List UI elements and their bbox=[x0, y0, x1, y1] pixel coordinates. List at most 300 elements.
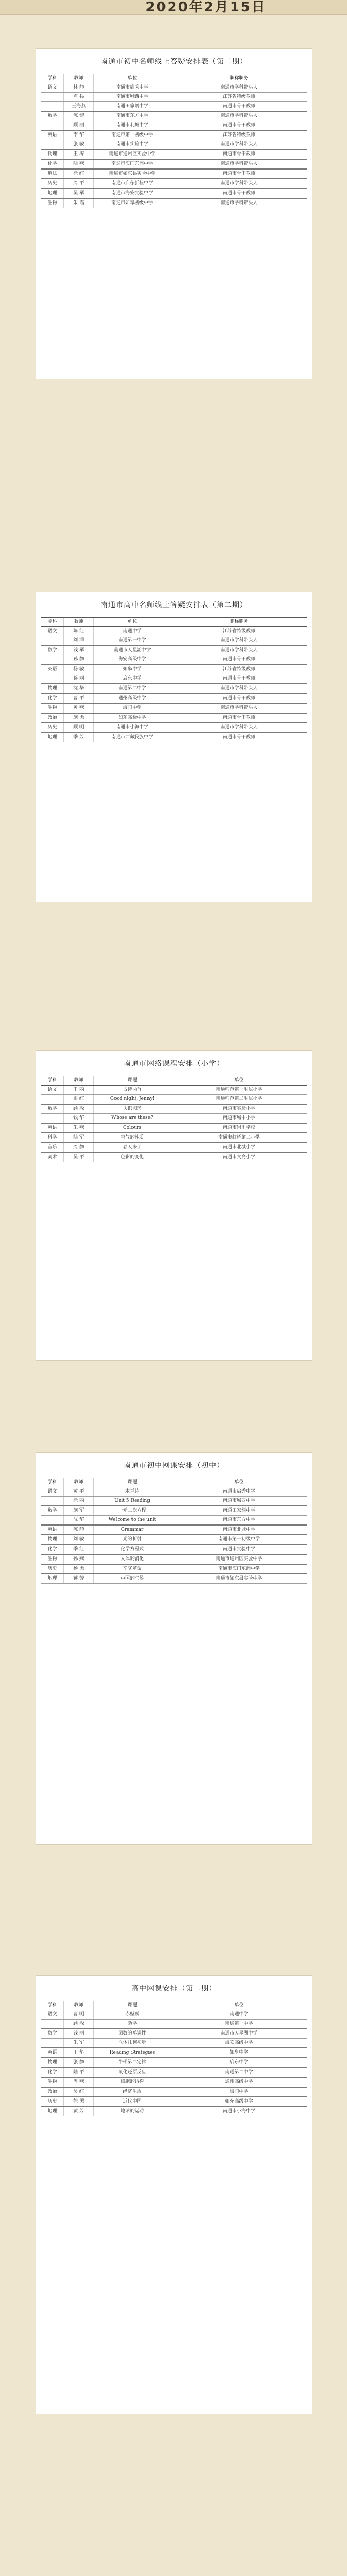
table-cell: 如皋中学 bbox=[94, 665, 171, 674]
table-cell: 陆 燕 bbox=[64, 160, 94, 168]
column-header: 课题 bbox=[94, 1076, 171, 1085]
table-cell: 化学 bbox=[41, 1545, 64, 1554]
table-row bbox=[41, 102, 307, 112]
table-row bbox=[41, 1095, 307, 1105]
table-cell: Grammar bbox=[94, 1526, 171, 1534]
table-cell: 周 平 bbox=[64, 179, 94, 188]
table-cell: 南通市学科带头人 bbox=[220, 705, 258, 710]
table-cell: 朱 霞 bbox=[64, 199, 94, 208]
table-row bbox=[41, 646, 307, 655]
table-cell bbox=[41, 1114, 64, 1123]
table-row bbox=[41, 2078, 307, 2088]
table-cell: Unit 5 Reading bbox=[94, 1497, 171, 1505]
table-row bbox=[41, 1574, 307, 1584]
table-cell: Colours bbox=[94, 1124, 171, 1132]
table-cell: 季 红 bbox=[64, 1545, 94, 1554]
table-cell: 南通第二中学 bbox=[94, 684, 171, 693]
table-cell: 吴 红 bbox=[64, 2088, 94, 2096]
table-cell: 物理 bbox=[41, 1535, 64, 1544]
column-header: 学科 bbox=[41, 618, 64, 626]
table-row bbox=[41, 1133, 307, 1143]
table-cell: 南通市实验中学 bbox=[222, 1547, 255, 1552]
table-cell: 南通市启秀中学 bbox=[222, 1489, 255, 1494]
table-cell: 张 静 bbox=[64, 2058, 94, 2067]
table-row bbox=[41, 1114, 307, 1124]
sheet-title: 南通市高中名师线上答疑安排表（第二期） bbox=[101, 601, 247, 609]
table-cell: 数学 bbox=[41, 2029, 64, 2038]
table-cell: 英语 bbox=[41, 665, 64, 674]
table-cell: 南通市城西中学 bbox=[222, 1498, 255, 1503]
table-row bbox=[41, 1153, 307, 1162]
table-cell: 周 静 bbox=[64, 1143, 94, 1152]
table-cell: 顾 敏 bbox=[64, 1105, 94, 1113]
table-cell: 南通第一中学 bbox=[94, 636, 171, 645]
top-banner bbox=[0, 0, 347, 15]
table-cell: 陆 平 bbox=[64, 2068, 94, 2077]
table-cell bbox=[41, 93, 64, 101]
table-cell: 近代中国 bbox=[94, 2097, 171, 2106]
table-cell: 南通市崇川学校 bbox=[222, 1125, 255, 1130]
table-cell: 南通市小海中学 bbox=[94, 723, 171, 732]
table-row bbox=[41, 1516, 307, 1526]
table-cell: 南通市西藏民族中学 bbox=[94, 733, 171, 742]
table-cell: 南通市骨干教师 bbox=[222, 104, 255, 109]
table-row bbox=[41, 150, 307, 160]
table-cell: 生物 bbox=[41, 2078, 64, 2087]
table-row bbox=[41, 655, 307, 665]
table-cell bbox=[41, 2020, 64, 2028]
column-header: 教师 bbox=[64, 74, 94, 83]
table-cell bbox=[41, 2039, 64, 2047]
table-cell: 空气的性质 bbox=[94, 1133, 171, 1142]
table-cell: 卢 兵 bbox=[64, 93, 94, 101]
table-cell: 南通田家炳中学 bbox=[94, 102, 171, 111]
table-cell: 历史 bbox=[41, 2097, 64, 2106]
table-cell: 政治 bbox=[41, 2088, 64, 2096]
table-row bbox=[41, 140, 307, 150]
table-cell: 英语 bbox=[41, 1124, 64, 1132]
banner-date: 2020年2月15日 bbox=[145, 0, 267, 15]
table-cell: 南通市骨干教师 bbox=[222, 715, 255, 720]
table-cell: 数学 bbox=[41, 1105, 64, 1113]
table-row bbox=[41, 674, 307, 684]
table-cell: 南通中学 bbox=[229, 2012, 249, 2017]
table-row bbox=[41, 636, 307, 646]
table-cell: 劝学 bbox=[94, 2020, 171, 2028]
column-header: 课题 bbox=[94, 1478, 171, 1487]
column-header: 单位 bbox=[94, 74, 171, 83]
table-cell: 氧化还原反应 bbox=[94, 2068, 171, 2077]
table-row bbox=[41, 170, 307, 179]
table-cell: 南通田家炳中学 bbox=[222, 1508, 255, 1513]
table-cell: 朱 军 bbox=[64, 2039, 94, 2047]
table-cell: 经济生活 bbox=[94, 2088, 171, 2096]
table-cell: 施 勇 bbox=[64, 714, 94, 722]
table-cell: 道法 bbox=[41, 170, 64, 178]
table-cell: 南通市海门东洲中学 bbox=[94, 160, 171, 168]
table-cell: 陈 静 bbox=[64, 1526, 94, 1534]
table-row bbox=[41, 1555, 307, 1565]
table-cell: 南通市城西中学 bbox=[94, 93, 171, 101]
table bbox=[41, 2001, 307, 2116]
table-row bbox=[41, 1497, 307, 1506]
table-cell: 如皋中学 bbox=[229, 2050, 249, 2055]
table-cell: 南通市骨干教师 bbox=[222, 676, 255, 681]
table-header bbox=[41, 1478, 307, 1487]
table-cell: 曹 平 bbox=[64, 694, 94, 703]
column-header: 教师 bbox=[64, 2001, 94, 2010]
table-cell: 中国的气候 bbox=[94, 1574, 171, 1583]
table-cell: 沈 华 bbox=[64, 1516, 94, 1524]
table-cell: 南通市如皋初级中学 bbox=[94, 199, 171, 208]
table-cell: 南通市通州区实验中学 bbox=[94, 150, 171, 159]
table-cell: 历史 bbox=[41, 723, 64, 732]
table-cell: 海安高级中学 bbox=[94, 655, 171, 664]
table-cell: 细胞的结构 bbox=[94, 2078, 171, 2087]
table-cell: 陈 红 bbox=[64, 627, 94, 636]
table-cell: 一元二次方程 bbox=[94, 1506, 171, 1515]
column-header: 学科 bbox=[41, 1478, 64, 1487]
column-header: 学科 bbox=[41, 2001, 64, 2010]
table-cell: 王 涛 bbox=[64, 150, 94, 159]
table-row bbox=[41, 199, 307, 208]
table-cell: 南通市北城中学 bbox=[222, 1527, 255, 1532]
table-cell: 刘 敏 bbox=[64, 1535, 94, 1544]
table-cell: 南通市天星湖中学 bbox=[94, 646, 171, 655]
table-cell: 语文 bbox=[41, 1086, 64, 1094]
table-cell: 南通市小海中学 bbox=[222, 2109, 255, 2114]
table-cell: 徐 红 bbox=[64, 170, 94, 178]
table-cell: 历史 bbox=[41, 1565, 64, 1573]
table-header bbox=[41, 617, 307, 627]
table-row bbox=[41, 93, 307, 102]
table-row bbox=[41, 1506, 307, 1516]
column-header: 职称职务 bbox=[229, 76, 249, 81]
sheet-title: 南通市初中名师线上答疑安排表（第二期） bbox=[101, 58, 247, 66]
table-cell: 海门中学 bbox=[94, 704, 171, 713]
table-row bbox=[41, 179, 307, 189]
table-cell: 陆 军 bbox=[64, 1133, 94, 1142]
table-cell: 孙 燕 bbox=[64, 1555, 94, 1564]
table-cell: 蒋 丽 bbox=[64, 674, 94, 683]
table-cell: 南通市海门东洲中学 bbox=[218, 1566, 260, 1571]
table-cell: 南通市骨干教师 bbox=[222, 123, 255, 128]
table-row bbox=[41, 714, 307, 723]
table-cell bbox=[41, 636, 64, 645]
table-cell: 光的折射 bbox=[94, 1535, 171, 1544]
table-cell: 立体几何初步 bbox=[94, 2039, 171, 2047]
table-cell bbox=[41, 140, 64, 149]
table-cell: 语文 bbox=[41, 1487, 64, 1496]
table-cell: Welcome to the unit bbox=[94, 1516, 171, 1524]
table-cell: 如东高级中学 bbox=[94, 714, 171, 722]
column-header: 教师 bbox=[64, 618, 94, 626]
table-cell: 地理 bbox=[41, 2107, 64, 2116]
table-row bbox=[41, 627, 307, 636]
table-cell: 语文 bbox=[41, 627, 64, 636]
sheet-5 bbox=[36, 1976, 312, 2414]
table-cell: 化学方程式 bbox=[94, 1545, 171, 1554]
table-cell: 徐 丽 bbox=[64, 1497, 94, 1505]
table-row bbox=[41, 733, 307, 742]
table-cell: 南通市通州区实验中学 bbox=[216, 1556, 262, 1562]
table-row bbox=[41, 83, 307, 93]
table-cell: 化学 bbox=[41, 160, 64, 168]
column-header: 教师 bbox=[64, 1076, 94, 1085]
table bbox=[41, 617, 307, 742]
table bbox=[41, 1478, 307, 1584]
table-cell: 南通市学科带头人 bbox=[220, 725, 258, 730]
table-row bbox=[41, 160, 307, 170]
table-cell: 江苏省特级教师 bbox=[222, 132, 255, 138]
table-cell: 南通市骨干教师 bbox=[222, 191, 255, 196]
table-cell: 南通市第一初级中学 bbox=[218, 1537, 260, 1542]
table-cell: 孙 静 bbox=[64, 655, 94, 664]
table-cell: 南通市学科带头人 bbox=[220, 142, 258, 147]
table-cell: 化学 bbox=[41, 2068, 64, 2077]
column-header: 职称职务 bbox=[229, 619, 249, 624]
table-cell: 王 华 bbox=[64, 2048, 94, 2057]
table-cell: 物理 bbox=[41, 2058, 64, 2067]
table-cell: 英语 bbox=[41, 2048, 64, 2057]
table-cell: 音乐 bbox=[41, 1143, 64, 1152]
table-cell: 语文 bbox=[41, 83, 64, 92]
table-row bbox=[41, 1535, 307, 1545]
sheet-2 bbox=[36, 592, 312, 902]
table-cell: 海安高级中学 bbox=[225, 2040, 253, 2045]
table-cell: 南通市实验中学 bbox=[94, 140, 171, 149]
table-cell: 生物 bbox=[41, 199, 64, 208]
table-row bbox=[41, 1124, 307, 1133]
table-row bbox=[41, 1086, 307, 1095]
table-cell: 南通市骨干教师 bbox=[222, 151, 255, 157]
table-row bbox=[41, 2029, 307, 2039]
table-row bbox=[41, 704, 307, 714]
column-header: 课题 bbox=[94, 2001, 171, 2010]
table-cell: 历史 bbox=[41, 179, 64, 188]
table-row bbox=[41, 189, 307, 199]
table-cell: 南通市骨干教师 bbox=[222, 735, 255, 740]
table-row bbox=[41, 2068, 307, 2078]
table-cell bbox=[41, 674, 64, 683]
table-row bbox=[41, 2010, 307, 2020]
table-cell: 南通市实验小学 bbox=[222, 1106, 255, 1111]
table-row bbox=[41, 1105, 307, 1114]
table-row bbox=[41, 1526, 307, 1535]
table-cell: 数学 bbox=[41, 1506, 64, 1515]
table-cell: 季 芳 bbox=[64, 733, 94, 742]
column-header: 单位 bbox=[94, 618, 171, 626]
table-cell: 如东高级中学 bbox=[225, 2099, 253, 2104]
table-cell: 物理 bbox=[41, 684, 64, 693]
table-cell: 地理 bbox=[41, 733, 64, 742]
table-cell: 顾 明 bbox=[64, 723, 94, 732]
table-cell: 南通市如东县实验中学 bbox=[94, 170, 171, 178]
table-header bbox=[41, 1076, 307, 1086]
table-cell: 数学 bbox=[41, 646, 64, 655]
table-cell: 周 燕 bbox=[64, 2078, 94, 2087]
table-cell: 人体的消化 bbox=[94, 1555, 171, 1564]
table-cell bbox=[41, 655, 64, 664]
table-cell: 南通市海安实验中学 bbox=[94, 189, 171, 198]
table-cell: 启东中学 bbox=[229, 2060, 249, 2065]
table-cell: 杨 敏 bbox=[64, 665, 94, 674]
column-header: 单位 bbox=[234, 1078, 244, 1083]
table-cell: 王海燕 bbox=[64, 102, 94, 111]
sheet-title: 南通市初中网课安排（初中） bbox=[124, 1462, 224, 1470]
table-row bbox=[41, 1143, 307, 1153]
table-cell: 函数的单调性 bbox=[94, 2029, 171, 2038]
table-cell: 陈 健 bbox=[64, 112, 94, 121]
table-cell: 化学 bbox=[41, 694, 64, 703]
table-cell: 牛顿第二定律 bbox=[94, 2058, 171, 2067]
table-cell: 南通市第一初级中学 bbox=[94, 131, 171, 140]
table-cell: 沈 华 bbox=[64, 684, 94, 693]
table-row bbox=[41, 112, 307, 121]
column-header: 学科 bbox=[41, 1076, 64, 1085]
table-cell: 南通市学科带头人 bbox=[220, 686, 258, 691]
table-row bbox=[41, 121, 307, 131]
table-row bbox=[41, 665, 307, 674]
table-cell: 李 华 bbox=[64, 131, 94, 140]
table bbox=[41, 74, 307, 208]
table-row bbox=[41, 723, 307, 733]
table-cell: 江苏省特级教师 bbox=[222, 94, 255, 99]
table-cell: 南通市东方中学 bbox=[222, 1517, 255, 1522]
table-row bbox=[41, 1565, 307, 1574]
table-header bbox=[41, 2001, 307, 2010]
table-cell: 春天来了 bbox=[94, 1143, 171, 1152]
table-cell: 顾 丽 bbox=[64, 121, 94, 130]
table-cell bbox=[41, 1516, 64, 1524]
sheet-title: 南通市网络课程安排（小学） bbox=[124, 1060, 224, 1068]
table-cell: 地球的运动 bbox=[94, 2107, 171, 2116]
table-cell: 南通第二中学 bbox=[225, 2070, 253, 2075]
table-cell: 南通市学科带头人 bbox=[220, 85, 258, 90]
table-cell: 南通市骨干教师 bbox=[222, 171, 255, 176]
table-cell: 南通师范第一附属小学 bbox=[216, 1087, 262, 1092]
table-cell: 顾 敏 bbox=[64, 2020, 94, 2028]
table-cell: Good night, Jenny! bbox=[94, 1095, 171, 1104]
table-cell: 王 丽 bbox=[64, 1086, 94, 1094]
table-cell: 蒋 芳 bbox=[64, 1574, 94, 1583]
column-header: 学科 bbox=[41, 74, 64, 83]
table-row bbox=[41, 1487, 307, 1497]
table-cell: Whose are these? bbox=[94, 1114, 171, 1123]
table-cell: 科学 bbox=[41, 1133, 64, 1142]
table-row bbox=[41, 694, 307, 704]
table-cell: 黄 燕 bbox=[64, 704, 94, 713]
table-row bbox=[41, 2088, 307, 2097]
table-row bbox=[41, 2048, 307, 2058]
sheet-1 bbox=[36, 49, 312, 379]
table-cell: 江苏省特级教师 bbox=[222, 629, 255, 634]
table-row bbox=[41, 2097, 307, 2107]
table-cell: 色彩的变化 bbox=[94, 1153, 171, 1162]
table-cell: 认识图形 bbox=[94, 1105, 171, 1113]
column-header: 单位 bbox=[234, 2003, 244, 2008]
table-cell: 杨 勇 bbox=[64, 1565, 94, 1573]
table-cell: 钱 丽 bbox=[64, 2029, 94, 2038]
table-cell: 启东中学 bbox=[94, 674, 171, 683]
table-cell: 南通中学 bbox=[94, 627, 171, 636]
table-cell: Reading Strategies bbox=[94, 2048, 171, 2057]
table-cell: 辛亥革命 bbox=[94, 1565, 171, 1573]
table-cell: 海门中学 bbox=[229, 2089, 249, 2094]
table-cell: 英语 bbox=[41, 1526, 64, 1534]
table-cell: 朱 燕 bbox=[64, 1124, 94, 1132]
table-row bbox=[41, 2058, 307, 2068]
table-cell: 南通市学科带头人 bbox=[220, 638, 258, 643]
table-cell: 南通市天星湖中学 bbox=[220, 2031, 258, 2036]
table-cell: 南通市骨干教师 bbox=[222, 696, 255, 701]
table-cell: 南通第一中学 bbox=[225, 2021, 253, 2026]
table-cell: 南通市北城中学 bbox=[94, 121, 171, 130]
table-cell bbox=[41, 102, 64, 111]
table-cell: 钱 军 bbox=[64, 646, 94, 655]
table-cell: 林 静 bbox=[64, 83, 94, 92]
table-cell: 南通市文亮小学 bbox=[222, 1155, 255, 1160]
table-cell: 南通市学科带头人 bbox=[220, 113, 258, 118]
table-cell: 南通市学科带头人 bbox=[220, 648, 258, 653]
table-cell: 古诗两首 bbox=[94, 1086, 171, 1094]
table-cell: 数学 bbox=[41, 112, 64, 121]
table-cell: 江苏省特级教师 bbox=[222, 667, 255, 672]
table-cell: 南通市学科带头人 bbox=[220, 161, 258, 166]
table-cell: 政治 bbox=[41, 714, 64, 722]
table-cell: 南通市学科带头人 bbox=[220, 200, 258, 206]
table-cell: 南通市学科带头人 bbox=[220, 181, 258, 186]
sheet-4 bbox=[36, 1453, 312, 1844]
table-header bbox=[41, 74, 307, 83]
table-cell: 钱 华 bbox=[64, 1114, 94, 1123]
table-cell bbox=[41, 1095, 64, 1104]
table-cell: 地理 bbox=[41, 1574, 64, 1583]
table-cell: 南通市北城小学 bbox=[222, 1145, 255, 1150]
table-cell: 美术 bbox=[41, 1153, 64, 1162]
table-cell: 施 军 bbox=[64, 1506, 94, 1515]
sheet-3 bbox=[36, 1051, 312, 1360]
column-header: 教师 bbox=[64, 1478, 94, 1487]
table-cell: 南通市启东折桂中学 bbox=[94, 179, 171, 188]
table-cell: 南通市如东县实验中学 bbox=[216, 1576, 262, 1581]
table-row bbox=[41, 1545, 307, 1555]
table-cell: 南通市东方中学 bbox=[94, 112, 171, 121]
table-cell: 吴 军 bbox=[64, 189, 94, 198]
table-cell: 木兰诗 bbox=[94, 1487, 171, 1496]
table-cell: 英语 bbox=[41, 131, 64, 140]
table-cell bbox=[41, 1497, 64, 1505]
table-cell: 南通市骨干教师 bbox=[222, 657, 255, 662]
table-row bbox=[41, 2107, 307, 2116]
table-cell: 张 敏 bbox=[64, 140, 94, 149]
table-cell: 张 红 bbox=[64, 1095, 94, 1104]
table-cell: 语文 bbox=[41, 2010, 64, 2019]
table-cell: 吴 平 bbox=[64, 1153, 94, 1162]
table-cell: 徐 勇 bbox=[64, 2097, 94, 2106]
table-cell: 生物 bbox=[41, 704, 64, 713]
table-cell: 物理 bbox=[41, 150, 64, 159]
table-cell: 通州高级中学 bbox=[94, 694, 171, 703]
table-cell: 曹 明 bbox=[64, 2010, 94, 2019]
table-row bbox=[41, 2039, 307, 2048]
table-cell: 地理 bbox=[41, 189, 64, 198]
table-cell: 赤壁赋 bbox=[94, 2010, 171, 2019]
table-cell: 通州高级中学 bbox=[225, 2079, 253, 2084]
table-cell: 生物 bbox=[41, 1555, 64, 1564]
table-row bbox=[41, 684, 307, 694]
table-cell: 刘 洋 bbox=[64, 636, 94, 645]
